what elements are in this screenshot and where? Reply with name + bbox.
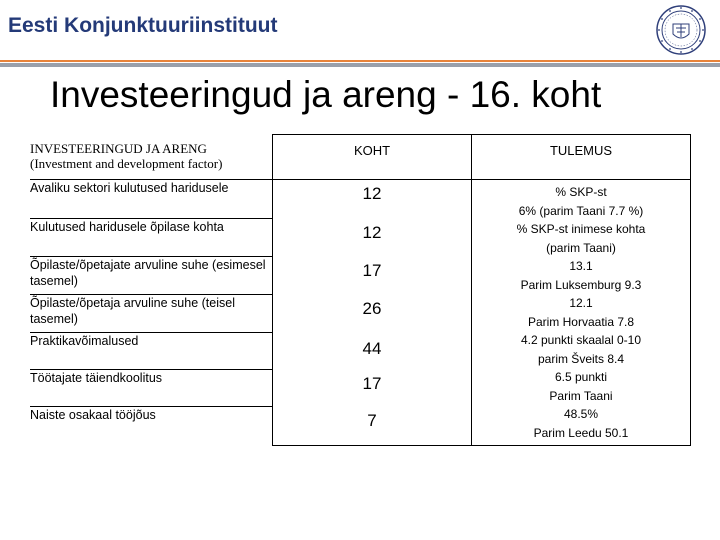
result-line: 4.2 punkti skaalal 0-10 bbox=[520, 333, 642, 347]
rank-cell bbox=[273, 257, 472, 295]
ranking-table bbox=[30, 134, 691, 446]
institute-seal-logo bbox=[655, 4, 707, 56]
factor-label: Kulutused haridusele õpilase kohta bbox=[30, 220, 224, 234]
rank-value: 12 bbox=[362, 222, 382, 242]
result-line: Parim Taani bbox=[549, 388, 613, 403]
result-line: % SKP-st bbox=[555, 185, 607, 199]
table-header-row bbox=[30, 135, 691, 180]
result-line: parim Šveits 8.4 bbox=[537, 351, 625, 366]
result-line: 12.1 bbox=[569, 296, 593, 310]
factor-header-title: INVESTEERINGUD JA ARENG bbox=[30, 140, 207, 156]
result-header-label: TULEMUS bbox=[549, 143, 613, 158]
rank-cell bbox=[273, 295, 472, 333]
rank-cell bbox=[273, 219, 472, 257]
factor-cell bbox=[30, 407, 273, 446]
rank-value: 17 bbox=[362, 260, 382, 280]
rank-cell bbox=[273, 370, 472, 407]
result-line: 6.5 punkti bbox=[554, 370, 608, 384]
rank-value: 17 bbox=[362, 373, 382, 393]
factor-header-subtitle: (Investment and development factor) bbox=[30, 155, 223, 171]
result-line: 48.5% bbox=[563, 407, 599, 421]
rank-cell bbox=[273, 180, 472, 219]
organization-name: Eesti Konjunktuuriinstituut bbox=[8, 14, 278, 37]
rank-cell bbox=[273, 333, 472, 370]
factor-cell bbox=[30, 295, 273, 333]
header-gray-rule bbox=[0, 63, 720, 67]
factor-label: Naiste osakaal tööjõus bbox=[30, 408, 156, 422]
factor-cell bbox=[30, 257, 273, 295]
rank-cell bbox=[273, 407, 472, 446]
rank-header-label: KOHT bbox=[353, 143, 391, 158]
factor-cell bbox=[30, 370, 273, 407]
factor-label: Õpilaste/õpetajate arvuline suhe (esimesel tasemel) bbox=[30, 258, 266, 288]
rank-value: 44 bbox=[362, 338, 382, 358]
result-line: Parim Leedu 50.1 bbox=[533, 425, 629, 440]
rank-value: 12 bbox=[362, 184, 382, 203]
result-line: 13.1 bbox=[569, 259, 593, 273]
result-header-cell bbox=[472, 135, 691, 180]
result-text bbox=[472, 180, 690, 442]
factor-label: Töötajate täiendkoolitus bbox=[30, 371, 163, 385]
header-accent-rule bbox=[0, 60, 720, 62]
rank-header-cell bbox=[273, 135, 472, 180]
factor-cell bbox=[30, 180, 273, 219]
factor-label: Õpilaste/õpetaja arvuline suhe (teisel tasemel) bbox=[30, 296, 235, 326]
factor-cell bbox=[30, 219, 273, 257]
table-row bbox=[30, 180, 691, 219]
slide-title: Investeeringud ja areng - 16. koht bbox=[50, 74, 602, 115]
rank-value: 7 bbox=[367, 410, 377, 430]
result-line: (parim Taani) bbox=[546, 240, 616, 255]
result-line: 6% (parim Taani 7.7 %) bbox=[518, 203, 644, 218]
result-line: Parim Luksemburg 9.3 bbox=[520, 277, 642, 292]
result-line: Parim Horvaatia 7.8 bbox=[527, 314, 635, 329]
rank-value: 26 bbox=[362, 298, 382, 318]
factor-label: Praktikavõimalused bbox=[30, 334, 139, 348]
factor-label: Avaliku sektori kulutused haridusele bbox=[30, 181, 229, 195]
result-line: % SKP-st inimese kohta bbox=[516, 222, 646, 236]
factor-cell bbox=[30, 333, 273, 370]
factor-header-cell bbox=[30, 135, 273, 180]
result-cell bbox=[472, 180, 691, 446]
